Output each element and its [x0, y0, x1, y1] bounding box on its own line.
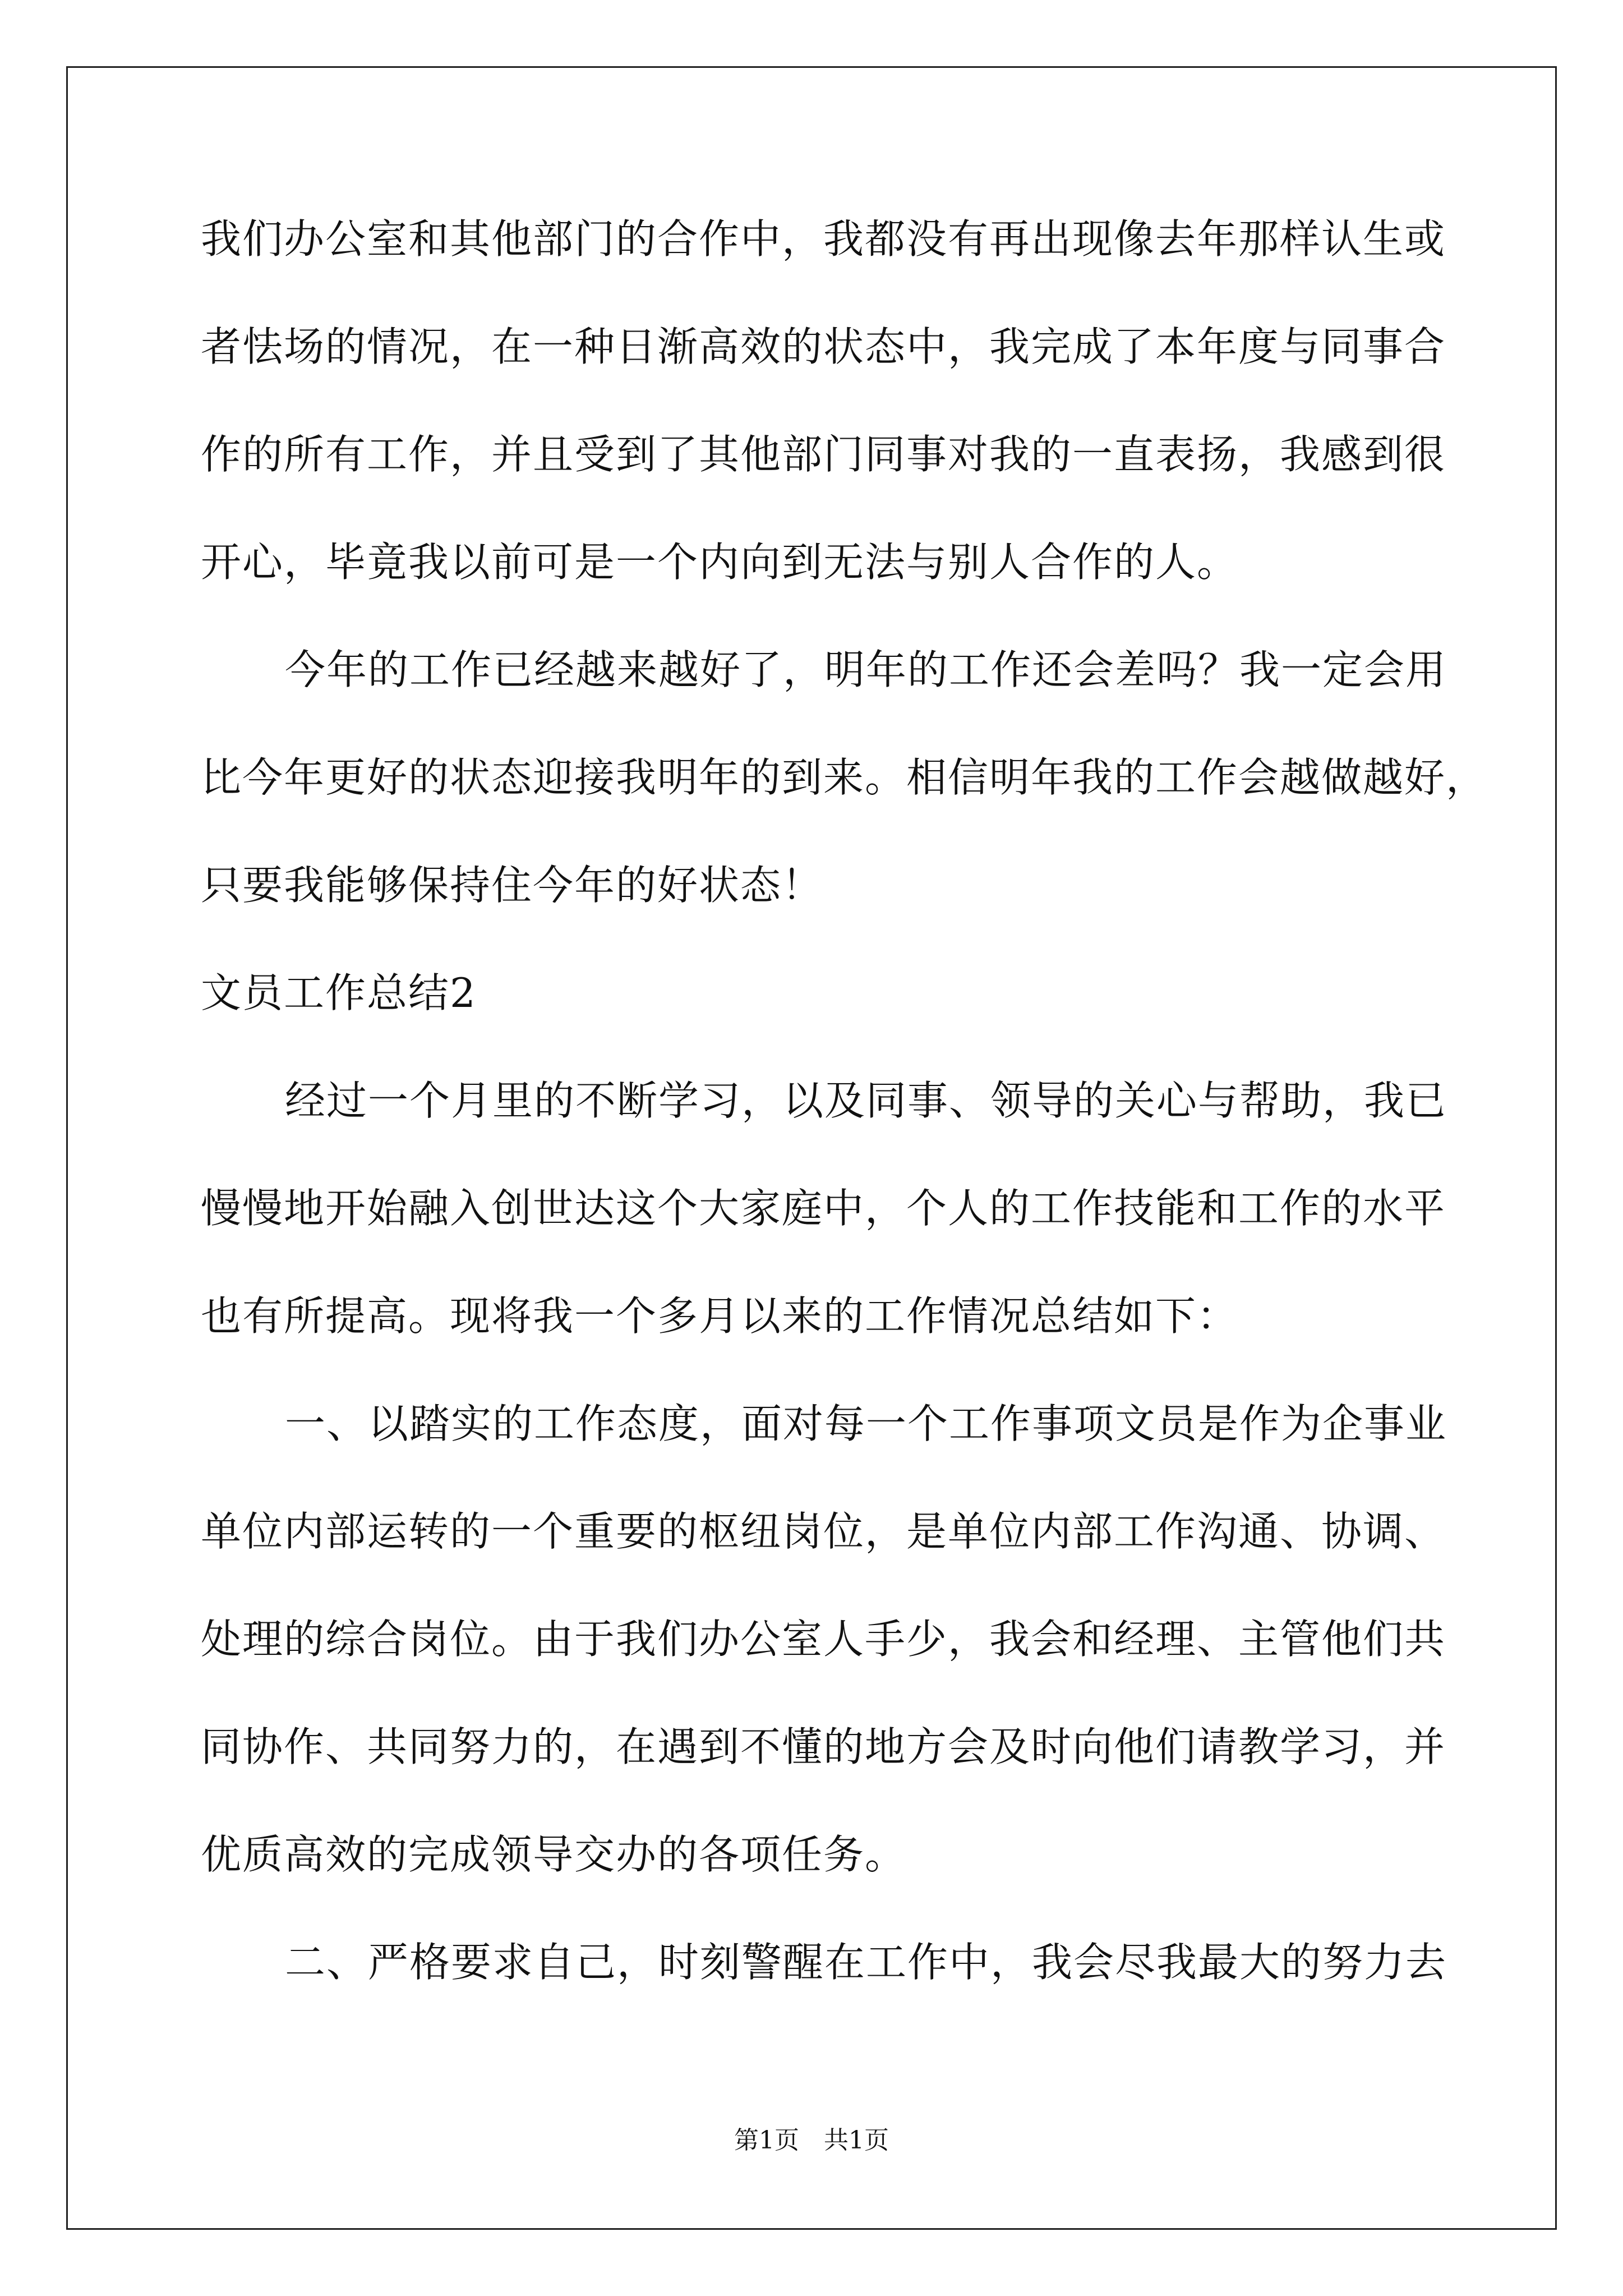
page-number-footer: 第1页 共1页: [734, 2126, 889, 2155]
text-line: 我们办公室和其他部门的合作中，我都没有再出现像去年那样认生或: [201, 215, 1446, 263]
text-line: 者怯场的情况，在一种日渐高效的状态中，我完成了本年度与同事合: [201, 323, 1446, 370]
text-line: 比今年更好的状态迎接我明年的到来。相信明年我的工作会越做越好，: [201, 754, 1488, 801]
paragraph-first-line: 今年的工作已经越来越好了，明年的工作还会差吗？我一定会用: [285, 646, 1447, 693]
paragraph-first-line: 经过一个月里的不断学习，以及同事、领导的关心与帮助，我已: [285, 1077, 1447, 1124]
text-line: 优质高效的完成领导交办的各项任务。: [201, 1831, 907, 1878]
section-heading: 文员工作总结2: [201, 969, 477, 1016]
text-line: 只要我能够保持住今年的好状态！: [201, 862, 824, 909]
text-line: 慢慢地开始融入创世达这个大家庭中，个人的工作技能和工作的水平: [201, 1185, 1446, 1232]
text-line: 同协作、共同努力的，在遇到不懂的地方会及时向他们请教学习，并: [201, 1723, 1446, 1770]
text-line: 处理的综合岗位。由于我们办公室人手少，我会和经理、主管他们共: [201, 1616, 1446, 1663]
text-line: 单位内部运转的一个重要的枢纽岗位，是单位内部工作沟通、协调、: [201, 1508, 1446, 1555]
text-line: 也有所提高。现将我一个多月以来的工作情况总结如下：: [201, 1292, 1239, 1340]
paragraph-first-line: 二、严格要求自己，时刻警醒在工作中，我会尽我最大的努力去: [285, 1939, 1447, 1986]
document-body: [201, 212, 1488, 1989]
paragraph-first-line: 一、以踏实的工作态度，面对每一个工作事项文员是作为企事业: [285, 1400, 1447, 1447]
text-line: 作的所有工作，并且受到了其他部门同事对我的一直表扬，我感到很: [201, 431, 1446, 478]
text-line: 开心，毕竟我以前可是一个内向到无法与别人合作的人。: [201, 539, 1239, 586]
